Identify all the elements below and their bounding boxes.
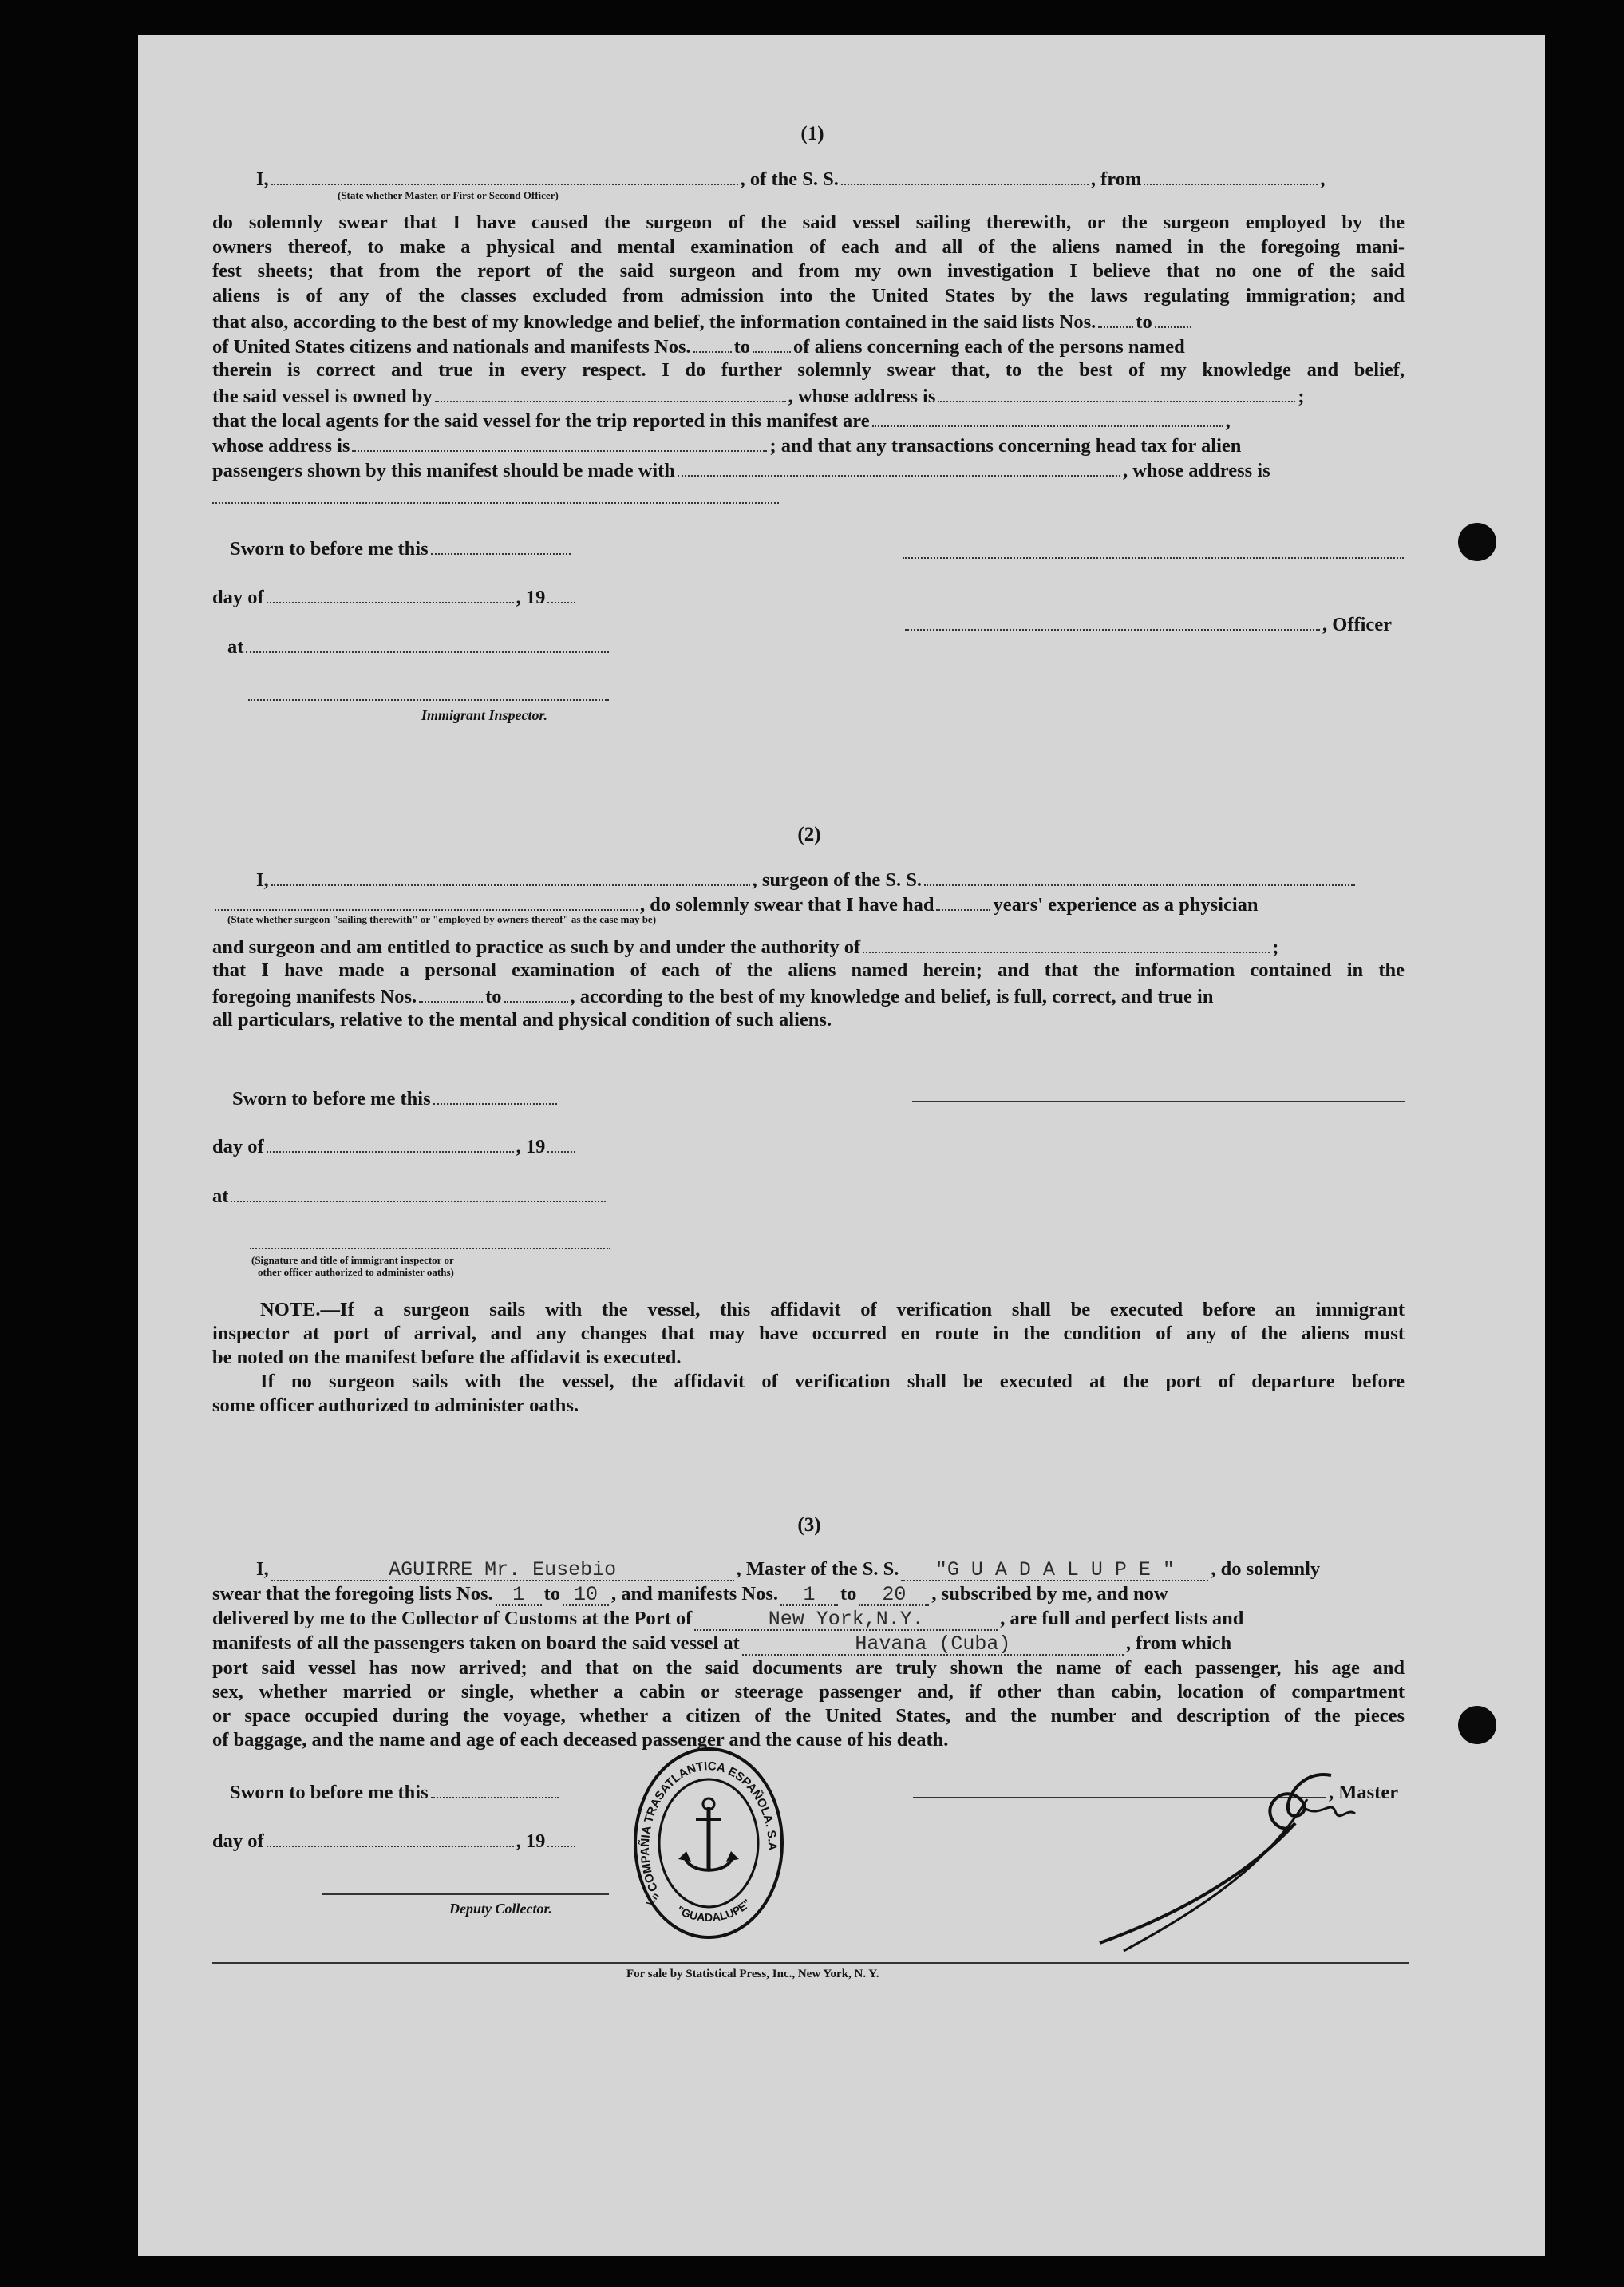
s1-lists-from-field[interactable]	[1098, 309, 1133, 328]
departure-port-field[interactable]: Havana (Cuba)	[742, 1635, 1124, 1656]
s1-day: day of , 19	[212, 584, 578, 610]
s2-vessel-field[interactable]	[924, 867, 1355, 886]
deputy-collector-caption: Deputy Collector.	[449, 1901, 552, 1917]
local-agents-field[interactable]	[872, 408, 1223, 427]
s3-para-line: sex, whether married or single, whether a cabin or steerage passenger and, if other than cabin, location of compartment	[212, 1681, 1405, 1703]
note-line: NOTE.—If a surgeon sails with the vessel, this affidavit of verification shall be executed before an immigrant	[260, 1299, 1405, 1320]
s1-line-10: that the local agents for the said vessel for the trip reported in this manifest are ,	[212, 408, 1231, 433]
immigrant-inspector-caption: Immigrant Inspector.	[421, 707, 548, 723]
owner-field[interactable]	[435, 383, 786, 402]
agents-address-field[interactable]	[352, 433, 767, 452]
punch-hole	[1458, 1706, 1496, 1744]
surgeon-name-field[interactable]	[271, 867, 750, 886]
seal-prefix-text: V.n	[643, 1890, 662, 1909]
s1-year-field[interactable]	[547, 584, 575, 603]
s2-day: day of , 19	[212, 1134, 578, 1159]
note-line: inspector at port of arrival, and any changes that may have occurred en route in the condition of any of the aliens must	[212, 1323, 1405, 1344]
note-block	[212, 1298, 1405, 1418]
s1-manifests-from-field[interactable]	[693, 334, 732, 353]
s3-day: day of , 19	[212, 1828, 578, 1854]
s3-line-4: manifests of all the passengers taken on board the said vessel at Havana (Cuba) , from which	[212, 1632, 1232, 1656]
s1-line-8: therein is correct and true in every respect. I do further solemnly swear that, to the best of my knowledge and belief,	[212, 359, 1405, 381]
s3-para-line: of baggage, and the name and age of each deceased passenger and the cause of his death.	[212, 1729, 949, 1751]
master-name-field[interactable]: AGUIRRE Mr. Eusebio	[271, 1561, 734, 1581]
s2-at-field[interactable]	[231, 1183, 606, 1202]
s1-sworn-date-field[interactable]	[431, 536, 571, 555]
s2-line-4-wrap	[212, 959, 1405, 983]
port-field[interactable]: New York,N.Y.	[694, 1610, 998, 1631]
s1-manifests-to-field[interactable]	[753, 334, 791, 353]
s1-para-line: do solemnly swear that I have caused the surgeon of the said vessel sailing therewith, or the surgeon employed by the	[212, 212, 1405, 233]
s1-line-12: passengers shown by this manifest should be made with , whose address is	[212, 457, 1270, 483]
footer-rule	[212, 1962, 1409, 1964]
s2-signature-note-1: (Signature and title of immigrant inspector or	[251, 1254, 454, 1266]
lists-to-field[interactable]: 10	[563, 1585, 609, 1606]
s2-line-4: that I have made a personal examination of each of the aliens named herein; and that the information contained in the	[212, 960, 1405, 981]
manifest-affidavit-page	[138, 35, 1545, 2256]
s1-vessel-field[interactable]	[841, 166, 1089, 185]
s2-sworn: Sworn to before me this	[232, 1086, 559, 1111]
note-line: some officer authorized to administer oaths.	[212, 1395, 579, 1416]
master-signature	[1092, 1751, 1363, 1959]
s3-day-field[interactable]	[267, 1828, 514, 1847]
s3-master: , Master	[911, 1779, 1398, 1805]
s2-line-1: I, , surgeon of the S. S.	[256, 867, 1357, 892]
collector-signature-line[interactable]	[322, 1893, 609, 1895]
s2-line-5: foregoing manifests Nos. to , according to the best of my knowledge and belief, is full, correct, and true in	[212, 983, 1213, 1009]
seal-ship-text: "GUADALUPE"	[674, 1896, 753, 1924]
s2-manifests-to-field[interactable]	[504, 983, 568, 1003]
s3-paragraph	[212, 1656, 1405, 1752]
head-tax-address-field[interactable]	[212, 502, 779, 504]
s1-line-9: the said vessel is owned by , whose address is ;	[212, 383, 1305, 409]
s2-signature-line[interactable]	[912, 1101, 1405, 1102]
section-2-number: (2)	[797, 824, 821, 845]
s3-sworn-date-field[interactable]	[431, 1779, 559, 1798]
s1-line-11: whose address is ; and that any transactions concerning head tax for alien	[212, 433, 1241, 458]
s1-at: at	[227, 634, 611, 659]
s2-inspector-signature-line[interactable]	[250, 1248, 610, 1249]
section-1-number: (1)	[800, 123, 824, 144]
surgeon-status-note: (State whether surgeon "sailing therewith" or "employed by owners thereof" as the case may be)	[227, 913, 657, 925]
punch-hole	[1458, 523, 1496, 561]
s1-para-line: owners thereof, to make a physical and mental examination of each and all of the aliens named in the foregoing mani-	[212, 235, 1405, 258]
s3-line-2: swear that the foregoing lists Nos. 1 to 10 , and manifests Nos. 1 to 20 , subscribed by me, and now	[212, 1583, 1168, 1606]
s1-inspector-signature-line[interactable]	[248, 699, 609, 701]
company-seal	[629, 1743, 788, 1943]
s1-line-1: I, , of the S. S. , from ,	[256, 166, 1326, 192]
s3-vessel-field[interactable]: "G U A D A L U P E "	[901, 1561, 1208, 1581]
s2-line-6: all particulars, relative to the mental and physical condition of such aliens.	[212, 1009, 832, 1031]
s2-at: at	[212, 1183, 608, 1209]
s3-year-field[interactable]	[547, 1828, 575, 1847]
seal-graphic	[629, 1743, 788, 1943]
manifests-from-field[interactable]: 1	[780, 1585, 838, 1606]
s1-para-line: fest sheets; that from the report of the said surgeon and from my own investigation I believe that no one of the said	[212, 260, 1405, 283]
head-tax-contact-field[interactable]	[678, 457, 1120, 477]
s2-signature-note-2: other officer authorized to administer oaths)	[258, 1266, 454, 1278]
authority-field[interactable]	[863, 934, 1270, 953]
s1-officer-signature-field[interactable]	[905, 611, 1320, 631]
s2-day-field[interactable]	[267, 1134, 514, 1153]
s1-line-6: that also, according to the best of my knowledge and belief, the information contained in the said lists Nos. to	[212, 309, 1194, 334]
s1-line-7: of United States citizens and nationals and manifests Nos. to of aliens concerning each of the persons named	[212, 334, 1185, 359]
officer-name-field[interactable]	[271, 166, 738, 185]
s1-officer: , Officer	[903, 611, 1392, 637]
surgeon-status-field[interactable]	[215, 892, 638, 911]
seal-company-text: COMPAÑIA TRASATLANTICA ESPAÑOLA. S.A	[638, 1759, 780, 1894]
owner-address-field[interactable]	[938, 383, 1295, 402]
s1-at-field[interactable]	[246, 634, 609, 653]
note-line: be noted on the manifest before the affidavit is executed.	[212, 1347, 682, 1368]
s3-sworn: Sworn to before me this	[230, 1779, 561, 1805]
s2-year-field[interactable]	[547, 1134, 575, 1153]
s1-from-field[interactable]	[1144, 166, 1318, 185]
s1-line-8-wrap	[212, 358, 1405, 382]
officer-rank-note: (State whether Master, or First or Second Officer)	[338, 189, 559, 201]
years-experience-field[interactable]	[936, 892, 990, 911]
s2-line-3: and surgeon and am entitled to practice as such by and under the authority of ;	[212, 934, 1278, 960]
s2-sworn-date-field[interactable]	[433, 1086, 557, 1105]
s2-line-2: , do solemnly swear that I have had years' experience as a physician	[212, 892, 1259, 917]
s3-line-3: delivered by me to the Collector of Customs at the Port of New York,N.Y. , are full and perfect lists and	[212, 1608, 1244, 1631]
s1-sworn: Sworn to before me this	[230, 536, 573, 561]
lists-from-field[interactable]: 1	[496, 1585, 542, 1606]
note-line: If no surgeon sails with the vessel, the affidavit of verification shall be executed at the port of departure before	[260, 1371, 1405, 1392]
s1-signature-line[interactable]	[903, 557, 1404, 559]
section-3-number: (3)	[797, 1514, 821, 1536]
s1-lists-to-field[interactable]	[1155, 309, 1191, 328]
s2-manifests-from-field[interactable]	[419, 983, 483, 1003]
manifests-to-field[interactable]: 20	[859, 1585, 929, 1606]
s1-para-line: aliens is of any of the classes excluded from admission into the United States by the laws regulating immigration; and	[212, 284, 1405, 307]
printer-credit: For sale by Statistical Press, Inc., New York, N. Y.	[626, 1968, 879, 1980]
s3-para-line: or space occupied during the voyage, whether a citizen of the United States, and the number and description of the pieces	[212, 1705, 1405, 1727]
s1-paragraph	[212, 211, 1405, 308]
s3-para-line: port said vessel has now arrived; and that on the said documents are truly shown the name of each passenger, his age and	[212, 1657, 1405, 1679]
s3-line-1: I, AGUIRRE Mr. Eusebio , Master of the S. S. "G U A D A L U P E " , do solemnly	[256, 1558, 1321, 1581]
s1-day-field[interactable]	[267, 584, 514, 603]
